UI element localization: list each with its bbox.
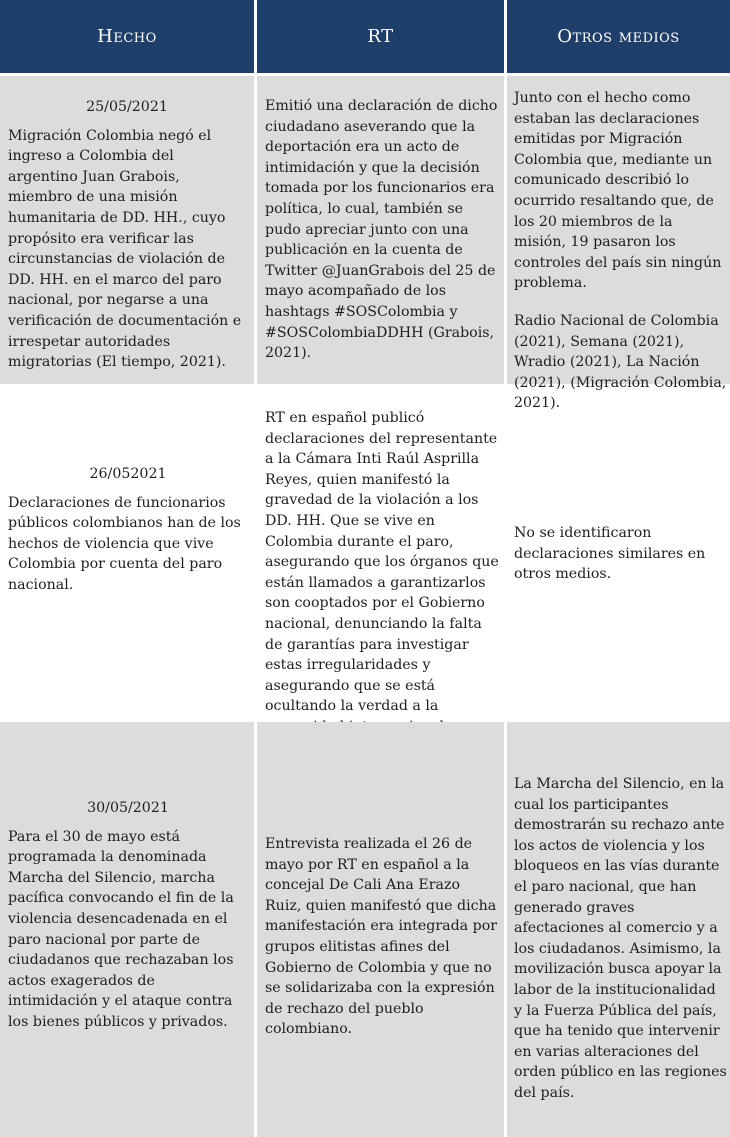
row1-rt-cell	[257, 76, 504, 384]
row1-hecho-cell	[0, 76, 254, 384]
row3-rt-text: Entrevista realizada el 26 de mayo por RT en español a la concejal De Cali Ana Erazo Ruiz, quien manifestó que dicha manifestación era integrada por grupos elitistas afines del Gobierno de Colombia y que no se solidarizaba con la expresión de rechazo del pueblo colombiano.	[265, 836, 498, 1038]
header-hecho-label: Hecho	[97, 26, 157, 47]
row1-hecho-text: Migración Colombia negó el ingreso a Colombia del argentino Juan Grabois, miembro de una misión humanitaria de DD. HH., cuyo propósito era verificar las circunstancias de violación de DD. HH. en el marco del paro nacional, por negarse a una verificación de documentación e irrespetar autoridades migratorias (El tiempo, 2021).	[8, 127, 242, 371]
row3-otros-text: La Marcha del Silencio, en la cual los participantes demostrarán su rechazo ante los actos de violencia y los bloqueos en las vías durante el paro nacional, que han generado graves afectaciones al comercio y a los ciudadanos. Asimismo, la movilización busca apoyar la labor de la institucionalidad y la Fuerza Pública del país, que ha tenido que intervenir en varias alteraciones del orden público en las regiones del país.	[514, 776, 727, 1101]
row2-hecho-text: Declaraciones de funcionarios públicos colombianos han de los hechos de violencia que vive Colombia por cuenta del paro nacional.	[8, 494, 241, 593]
header-rt	[257, 0, 504, 73]
header-otros-medios-label: Otros medios	[557, 26, 680, 47]
row2-otros-text: No se identificaron declaraciones similares en otros medios.	[514, 525, 706, 583]
row3-hecho-text: Para el 30 de mayo está programada la denominada Marcha del Silencio, marcha pacífica convocando el fin de la violencia desencadenada en el paro nacional por parte de ciudadanos que rechazaban los actos exagerados de intimidación y el ataque contra los bienes públicos y privados.	[8, 828, 234, 1030]
header-rt-label: RT	[367, 26, 394, 47]
row1-otros-text: Junto con el hecho como estaban las declaraciones emitidas por Migración Colombia que, mediante un comunicado describió lo ocurrido resaltando que, de los 20 miembros de la misión, 19 pasaron los controles del país sin ningún problema.	[514, 90, 722, 292]
row1-otros-cell	[507, 76, 730, 412]
row2-date: 26/052021	[89, 466, 167, 482]
row1-rt-text: Emitió una declaración de dicho ciudadano aseverando que la deportación era un acto de intimidación y que la decisión tomada por los funcionarios era política, lo cual, también se pudo apreciar junto con una publicación en la cuenta de Twitter @JuanGrabois del 25 de mayo acompañado de los hashtags #SOSColombia y #SOSColombiaDDHH (Grabois, 2021).	[265, 98, 498, 362]
row1-otros-sources: Radio Nacional de Colombia (2021), Semana (2021), Wradio (2021), La Nación (2021), (Migración Colombia, 2021).	[514, 312, 727, 412]
header-otros-medios	[507, 0, 730, 73]
row3-date: 30/05/2021	[87, 800, 169, 816]
row3-rt-cell	[257, 722, 504, 1137]
row2-rt-cell	[257, 384, 504, 720]
row2-rt-text: RT en español publicó declaraciones del representante a la Cámara Inti Raúl Asprilla Reyes, quien manifestó la gravedad de la violación a los DD. HH. Que se vive en Colombia durante el paro, asegurando que los órganos que están llamados a garantizarlos son cooptados por el Gobierno nacional, denunciando la falta de garantías para investigar estas irregularidades y asegurando que se está ocultando la verdad a la	[265, 410, 499, 715]
row1-date: 25/05/2021	[86, 99, 168, 115]
row2-otros-cell	[507, 384, 730, 720]
header-hecho	[0, 0, 254, 73]
row2-hecho-cell	[0, 384, 254, 720]
row3-hecho-cell	[0, 722, 254, 1137]
row3-otros-cell	[507, 722, 730, 1137]
